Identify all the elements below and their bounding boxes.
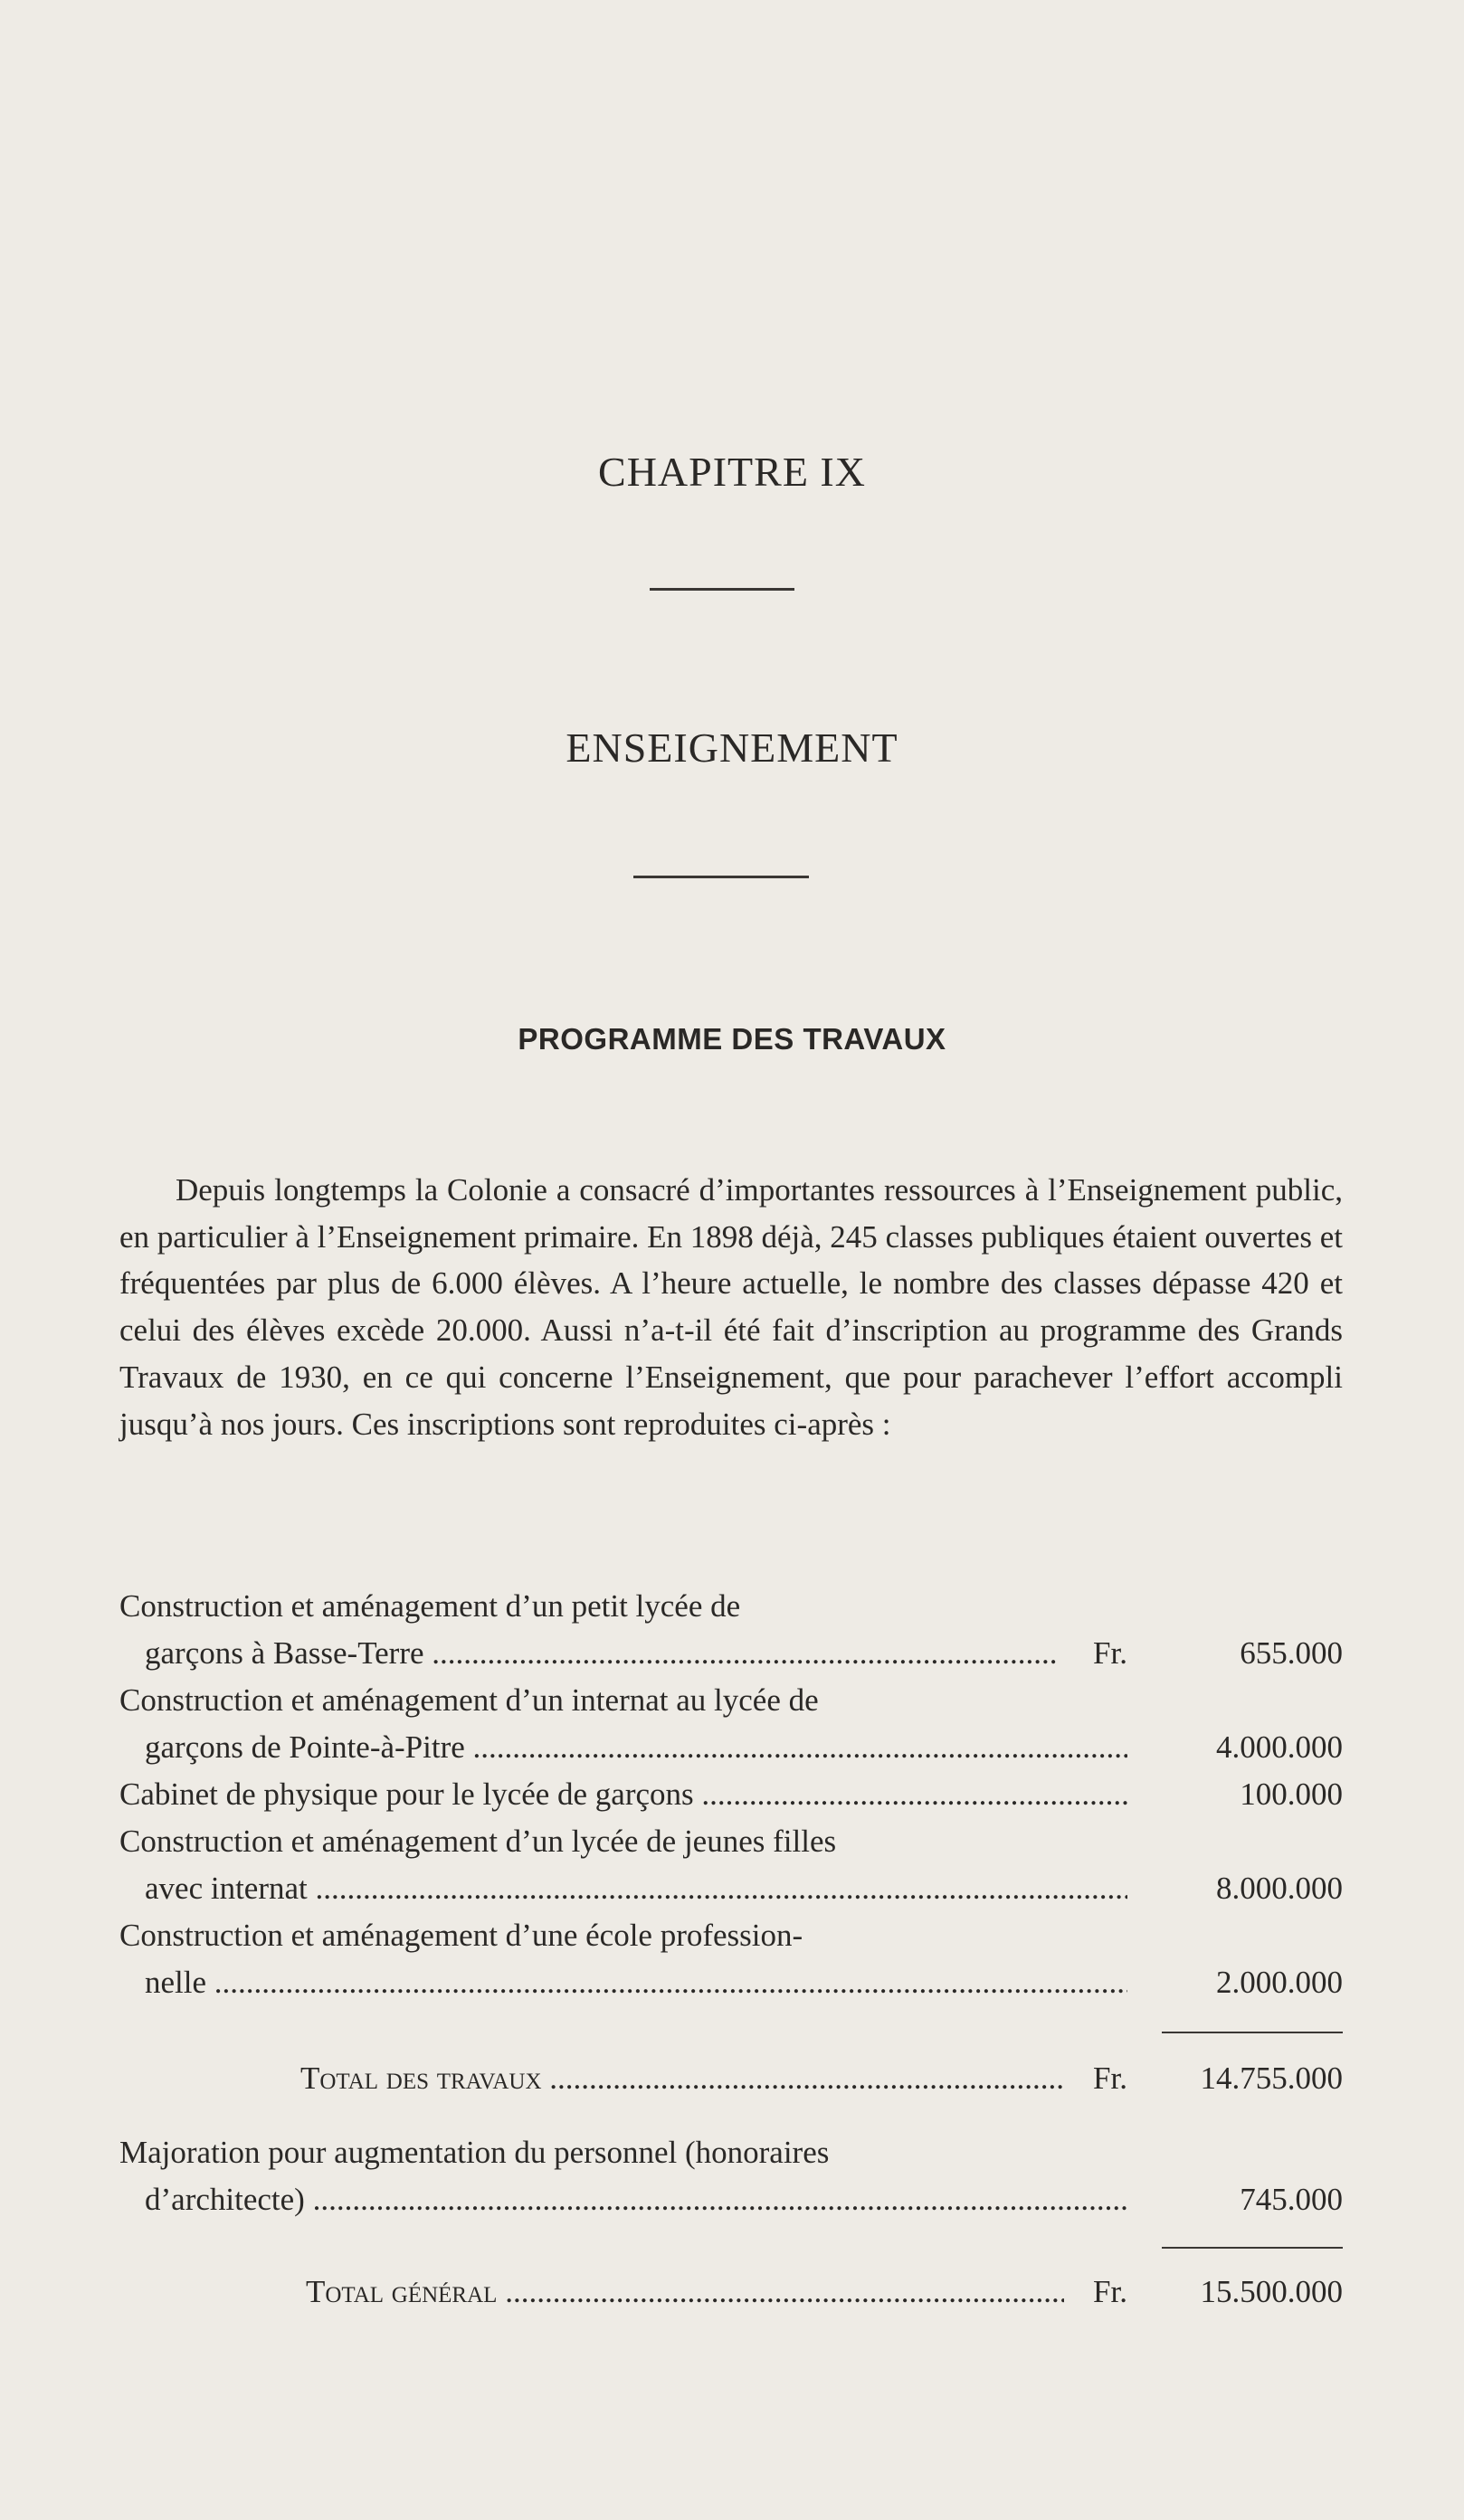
currency-label: Fr.: [1093, 2274, 1127, 2309]
item-label: Construction et aménagement d’un internat au lycée de: [119, 1682, 819, 1718]
grand-total-label: Total général: [306, 2274, 498, 2309]
item-amount: 100.000: [1240, 1776, 1343, 1812]
sum-rule: [1162, 2247, 1343, 2249]
item-label: Construction et aménagement d’un petit lycée de: [119, 1588, 741, 1624]
item-label: nelle: [145, 1965, 207, 2000]
list-item-line: [145, 1959, 1343, 2006]
grand-total-row: [306, 2269, 1343, 2316]
item-label: d’architecte): [145, 2182, 305, 2217]
list-item-line: [145, 1724, 1343, 1771]
list-item-line: [119, 1912, 803, 1959]
body-paragraph: Depuis longtemps la Colonie a consacré d’importantes ressources à l’Enseignement public, en particulier à l’Enseignement primaire. En 1898 déjà, 245 classes publiques étaient ouvertes et fréquentées par plus de 6.000 élèves. A l’heure actuelle, le nombre des classes dépasse 420 et celui des élèves excède 20.000. Aussi n’a-t-il été fait d’inscription au programme des Grands Travaux de 1930, en ce qui concerne l’Enseignement, que pour parachever l’effort accompli jusqu’à nos jours. Ces inscriptions sont reproduites ci-après :: [119, 1172, 1343, 1442]
total-row: [300, 2055, 1343, 2102]
list-item-line: [119, 1818, 836, 1865]
total-label-leader: [306, 2269, 1064, 2316]
total-amount: 14.755.000: [1200, 2061, 1343, 2096]
item-label-leader: [145, 1630, 1127, 1677]
item-label-leader: [145, 1724, 1127, 1771]
item-amount: 4.000.000: [1216, 1729, 1343, 1765]
sum-rule: [1162, 2032, 1343, 2033]
item-amount: 655.000: [1240, 1635, 1343, 1671]
item-label: Cabinet de physique pour le lycée de garçons: [119, 1776, 694, 1812]
list-item-line: [119, 2129, 829, 2176]
item-label: avec internat: [145, 1871, 308, 1906]
list-item-line: [119, 1771, 1343, 1818]
item-label: garçons de Pointe-à-Pitre: [145, 1729, 465, 1765]
list-item-line: [145, 1630, 1343, 1677]
item-amount: 745.000: [1240, 2182, 1343, 2217]
total-label-leader: [300, 2055, 1064, 2102]
currency-label: Fr.: [1059, 1630, 1127, 1677]
item-label-leader: [145, 2176, 1127, 2223]
item-label: Construction et aménagement d’une école profession-: [119, 1918, 803, 1953]
item-label: garçons à Basse-Terre: [145, 1635, 424, 1671]
list-item-line: [145, 2176, 1343, 2223]
list-item-line: [119, 1677, 819, 1724]
item-label: Construction et aménagement d’un lycée de jeunes filles: [119, 1824, 837, 1859]
section-title: ENSEIGNEMENT: [566, 725, 898, 771]
total-label: Total des travaux: [300, 2061, 542, 2096]
item-label-leader: [145, 1959, 1127, 2006]
item-label: Majoration pour augmentation du personnel (honoraires: [119, 2135, 830, 2170]
list-item-line: [119, 1583, 740, 1630]
item-amount: 2.000.000: [1216, 1965, 1343, 2000]
item-label-leader: [119, 1771, 1127, 1818]
divider-rule: [650, 588, 794, 591]
item-label-leader: [145, 1865, 1127, 1912]
chapter-title: CHAPITRE IX: [598, 449, 866, 495]
subtitle: PROGRAMME DES TRAVAUX: [518, 1022, 946, 1056]
list-item-line: [145, 1865, 1343, 1912]
item-amount: 8.000.000: [1216, 1871, 1343, 1906]
divider-rule: [633, 876, 809, 878]
currency-label: Fr.: [1093, 2061, 1127, 2096]
grand-total-amount: 15.500.000: [1200, 2274, 1343, 2309]
